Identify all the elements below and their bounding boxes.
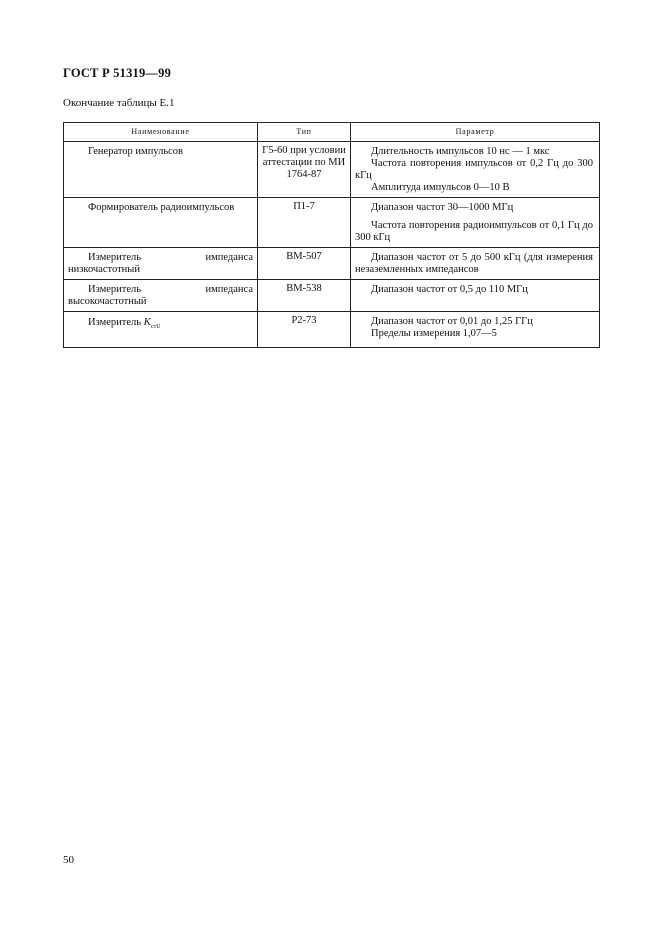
table-row xyxy=(64,142,600,198)
k-symbol: K xyxy=(143,316,152,328)
cell-type: ВМ-507 xyxy=(258,248,351,280)
param-line: Диапазон частот от 0,5 до 110 МГц xyxy=(371,284,528,295)
document-designation: ГОСТ Р 51319—99 xyxy=(63,66,172,80)
cell-params xyxy=(351,198,600,248)
cell-name xyxy=(64,142,258,198)
row-name: Измеритель импеданса высокочастотный xyxy=(68,284,253,307)
row-name-text: Измеритель xyxy=(88,317,142,328)
table-row xyxy=(64,248,600,280)
param-line: Амплитуда импульсов 0—10 В xyxy=(371,182,510,193)
equipment-table xyxy=(63,122,600,348)
column-header-type: Тип xyxy=(258,123,351,142)
table-row xyxy=(64,312,600,348)
cell-params xyxy=(351,248,600,280)
row-name: Измеритель импеданса низкочастотный xyxy=(68,252,253,275)
param-line: Длительность импульсов 10 нс — 1 мкс xyxy=(371,146,550,157)
cell-type: Р2-73 xyxy=(258,312,351,348)
row-name: Генератор импульсов xyxy=(88,146,183,157)
cell-type: Г5-60 при условии аттестации по МИ 1764-87 xyxy=(258,142,351,198)
cell-name xyxy=(64,248,258,280)
k-subscript: стU xyxy=(151,324,161,330)
param-line: Пределы измерения 1,07—5 xyxy=(371,328,497,339)
column-header-parameter: Параметр xyxy=(351,123,600,142)
table-header-row xyxy=(64,123,600,142)
table-row xyxy=(64,280,600,312)
cell-name xyxy=(64,312,258,348)
param-line: Диапазон частот 30—1000 МГц xyxy=(371,202,514,213)
param-line: Диапазон частот от 5 до 500 кГц (для измерения незаземленных импедансов xyxy=(355,252,593,275)
cell-params xyxy=(351,142,600,198)
row-name xyxy=(68,316,253,333)
cell-name xyxy=(64,198,258,248)
cell-type: ВМ-538 xyxy=(258,280,351,312)
table-caption: Окончание таблицы Е.1 xyxy=(63,97,175,109)
table-row xyxy=(64,198,600,248)
cell-params xyxy=(351,280,600,312)
row-name: Формирователь радиоимпульсов xyxy=(88,202,235,213)
page-number: 50 xyxy=(63,854,74,866)
param-line: Частота повторения импульсов от 0,2 Гц до 300 кГц xyxy=(355,158,593,181)
param-line: Частота повторения радиоимпульсов от 0,1 Гц до 300 кГц xyxy=(355,220,593,243)
cell-type: П1-7 xyxy=(258,198,351,248)
param-line: Диапазон частот от 0,01 до 1,25 ГГц xyxy=(371,316,533,327)
cell-params xyxy=(351,312,600,348)
column-header-name: Наименование xyxy=(64,123,258,142)
cell-name xyxy=(64,280,258,312)
